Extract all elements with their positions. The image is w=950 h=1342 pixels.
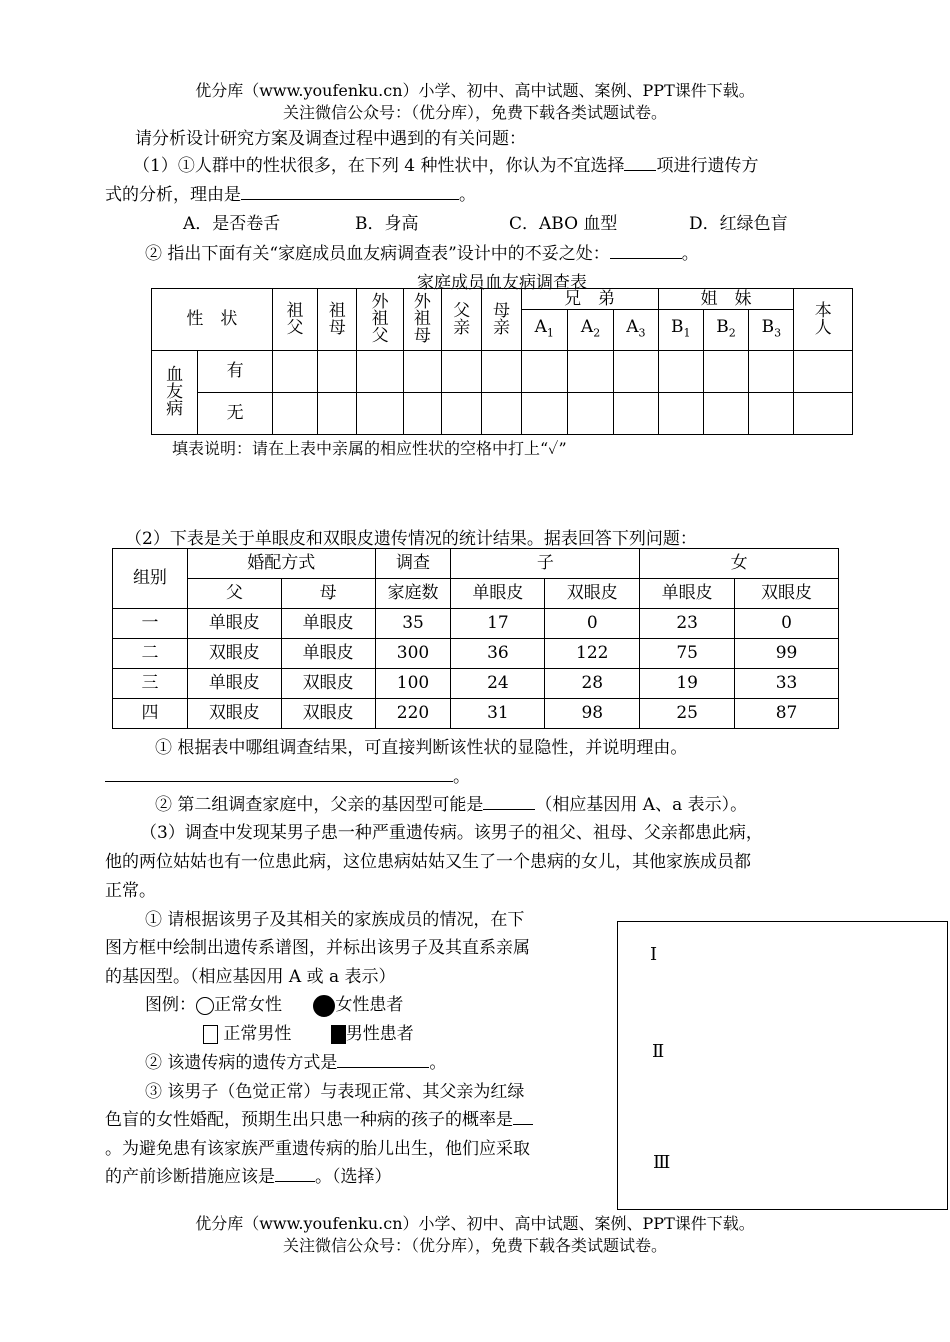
cell[interactable] (521, 393, 567, 435)
cell: 单眼皮 (281, 639, 375, 669)
cell: 25 (640, 699, 735, 729)
col-maternal-grandmother: 外祖母 (403, 289, 441, 351)
cell[interactable] (272, 393, 317, 435)
male-patient-square-icon (331, 1025, 346, 1044)
legend-normal-male: 正常男性 (223, 1024, 292, 1044)
q1-reason-blank[interactable] (241, 183, 459, 200)
cell[interactable] (794, 351, 853, 393)
table-row (113, 699, 839, 729)
q2-sub1-answer-line (105, 762, 470, 787)
q1-sub-2a: ② 指出下面有关“家庭成员血友病调查表”设计中的不妥之处： (145, 244, 610, 264)
table-row (113, 669, 839, 699)
q3-sub2-blank[interactable] (337, 1051, 429, 1068)
q2-sub-2b: （相应基因用 A、a 表示）。 (535, 795, 748, 815)
cell: 87 (735, 699, 839, 729)
q2-sub-2a: ② 第二组调查家庭中，父亲的基因型可能是 (155, 795, 484, 815)
q3-sub-2 (145, 1048, 446, 1073)
header-father: 父 (187, 579, 281, 609)
cell[interactable] (357, 393, 403, 435)
q1-option-c: C．ABO 血型 (509, 214, 618, 234)
cell: 双眼皮 (281, 699, 375, 729)
legend-male-patient: 男性患者 (345, 1024, 414, 1044)
q1-line-2b: 。 (459, 185, 476, 205)
col-self: 本人 (794, 289, 853, 351)
cell: 19 (640, 669, 735, 699)
q1-option-a: A．是否卷舌 (183, 214, 281, 234)
q1-sub-2b: 。 (681, 244, 699, 264)
q1-line-2a: 式的分析，理由是 (105, 185, 241, 205)
generation-3-label: Ⅲ (653, 1152, 671, 1173)
cell[interactable] (403, 393, 441, 435)
col-grandfather: 祖父 (272, 289, 317, 351)
q3-sub1-b: 图方框中绘制出遗传系谱图，并标出该男子及其直系亲属 (105, 938, 530, 958)
cell[interactable] (442, 351, 482, 393)
q2-sub1-blank[interactable] (105, 765, 453, 782)
q3-sub3-d: 的产前诊断措施应该是 (105, 1167, 275, 1187)
q3-sub3-b-line (105, 1105, 533, 1130)
header-son: 子 (451, 549, 640, 579)
cell[interactable] (567, 393, 613, 435)
q3-sub3-c: 。为避免患有该家族严重遗传病的胎儿出生，他们应采取 (105, 1139, 530, 1159)
generation-1-label: Ⅰ (650, 944, 658, 965)
cell: 98 (545, 699, 640, 729)
cell[interactable] (442, 393, 482, 435)
q1-line-1 (133, 151, 758, 176)
cell: 36 (451, 639, 545, 669)
table-row (113, 609, 839, 639)
female-patient-circle-icon (313, 995, 335, 1017)
header-line-2: 关注微信公众号：（优分库），免费下载各类试题试卷。 (282, 103, 667, 122)
cell: 31 (451, 699, 545, 729)
cell: 17 (451, 609, 545, 639)
col-b1: $B_1$ (658, 310, 703, 351)
cell[interactable] (794, 393, 853, 435)
cell: 33 (735, 669, 839, 699)
cell[interactable] (318, 393, 357, 435)
cell: 220 (375, 699, 451, 729)
cell[interactable] (482, 393, 521, 435)
cell: 四 (113, 699, 188, 729)
q3-sub-2a: ② 该遗传病的遗传方式是 (145, 1053, 338, 1073)
cell[interactable] (703, 393, 748, 435)
cell: 23 (640, 609, 735, 639)
col-a3: $A_3$ (614, 310, 658, 351)
cell[interactable] (567, 351, 613, 393)
q3-para-1: （3）调查中发现某男子患一种严重遗传病。该男子的祖父、祖母、父亲都患此病， (140, 823, 763, 843)
q2-sub-2 (155, 790, 747, 815)
q3-sub3-e: 。（选择） (315, 1167, 392, 1187)
q3-sub-2b: 。 (429, 1053, 447, 1073)
cell: 24 (451, 669, 545, 699)
q3-sub3-a: ③ 该男子（色觉正常）与表现正常、其父亲为红绿 (145, 1082, 525, 1102)
cell[interactable] (357, 351, 403, 393)
cell: 0 (545, 609, 640, 639)
cell[interactable] (658, 393, 703, 435)
header-son-double: 双眼皮 (545, 579, 640, 609)
q3-para-3: 正常。 (105, 881, 156, 901)
cell: 28 (545, 669, 640, 699)
cell[interactable] (482, 351, 521, 393)
q1-line-1a: （1）①人群中的性状很多，在下列 4 种性状中，你认为不宜选择 (133, 156, 625, 176)
col-father: 父亲 (442, 289, 482, 351)
cell: 300 (375, 639, 451, 669)
row-no: 无 (198, 393, 273, 435)
cell: 双眼皮 (187, 699, 281, 729)
legend-row-2 (203, 1019, 414, 1044)
cell: 0 (735, 609, 839, 639)
col-mother: 母亲 (482, 289, 521, 351)
cell: 单眼皮 (187, 609, 281, 639)
col-a2: $A_2$ (567, 310, 613, 351)
cell: 三 (113, 669, 188, 699)
q2-sub-1: ① 根据表中哪组调查结果，可直接判断该性状的显隐性，并说明理由。 (155, 738, 688, 758)
q1-sub-2 (145, 239, 699, 264)
header-families: 家庭数 (375, 579, 451, 609)
cell: 双眼皮 (187, 639, 281, 669)
legend-normal-female: 正常女性 (214, 995, 282, 1015)
intro-text: 请分析设计研究方案及调查过程中遇到的有关问题： (135, 129, 526, 149)
generation-2-label: Ⅱ (652, 1041, 665, 1062)
cell: 双眼皮 (281, 669, 375, 699)
normal-male-square-icon (203, 1025, 218, 1044)
header-daughter-single: 单眼皮 (640, 579, 735, 609)
header-line-1: 优分库（www.youfenku.cn）小学、初中、高中试题、案例、PPT课件下载。 (195, 81, 755, 100)
col-maternal-grandfather: 外祖父 (357, 289, 403, 351)
pedigree-drawing-box[interactable] (617, 921, 948, 1210)
q3-sub3-blank-2[interactable] (275, 1165, 315, 1182)
cell[interactable] (318, 351, 357, 393)
header-survey: 调查 (375, 549, 451, 579)
cell[interactable] (521, 351, 567, 393)
cell[interactable] (749, 351, 794, 393)
col-grandmother: 祖母 (318, 289, 357, 351)
cell[interactable] (272, 351, 317, 393)
hemo-table-note: 填表说明：请在上表中亲属的相应性状的空格中打上“✓” (172, 439, 567, 458)
cell[interactable] (403, 351, 441, 393)
legend-row-1 (145, 990, 403, 1017)
q1-option-b: B．身高 (355, 214, 419, 234)
q1-option-d: D．红绿色盲 (689, 214, 788, 234)
cell: 单眼皮 (281, 609, 375, 639)
cell[interactable] (614, 393, 658, 435)
col-a1: $A_1$ (521, 310, 567, 351)
q3-sub3-blank-1[interactable] (513, 1108, 533, 1125)
cell[interactable] (658, 351, 703, 393)
header-mother: 母 (281, 579, 375, 609)
legend-label: 图例： (145, 995, 196, 1015)
legend-female-patient: 女性患者 (335, 995, 404, 1015)
hemo-table-title: 家庭成员血友病调查表 (417, 273, 587, 293)
cell: 二 (113, 639, 188, 669)
header-mating: 婚配方式 (187, 549, 375, 579)
cell: 100 (375, 669, 451, 699)
q1-sub2-blank[interactable] (610, 242, 682, 259)
header-daughter-double: 双眼皮 (735, 579, 839, 609)
hemophilia-survey-table (151, 288, 853, 435)
header-group: 组别 (113, 549, 188, 609)
table-row (113, 639, 839, 669)
header-daughter: 女 (640, 549, 839, 579)
q1-blank-1[interactable] (624, 154, 656, 171)
header-son-single: 单眼皮 (451, 579, 545, 609)
footer-line-2: 关注微信公众号：（优分库），免费下载各类试题试卷。 (282, 1236, 667, 1255)
trait-header: 性 状 (152, 289, 273, 351)
q2-sub2-blank[interactable] (483, 793, 535, 810)
normal-female-circle-icon (196, 997, 214, 1015)
q1-line-1b: 项进行遗传方 (656, 156, 759, 176)
cell: 122 (545, 639, 640, 669)
q3-para-2: 他的两位姑姑也有一位患此病，这位患病姑姑又生了一个患病的女儿，其他家族成员都 (105, 852, 751, 872)
q3-sub1-a: ① 请根据该男子及其相关的家族成员的情况，在下 (145, 910, 525, 930)
footer-line-1: 优分库（www.youfenku.cn）小学、初中、高中试题、案例、PPT课件下载。 (195, 1214, 755, 1233)
col-sisters: 姐 妹 (658, 289, 794, 310)
q3-sub3-d-line (105, 1162, 392, 1187)
eyelid-stats-table (112, 548, 839, 729)
q1-line-2 (105, 180, 476, 205)
cell[interactable] (703, 351, 748, 393)
cell: 99 (735, 639, 839, 669)
cell: 75 (640, 639, 735, 669)
col-brothers: 兄 弟 (521, 289, 658, 310)
q2-intro: （2）下表是关于单眼皮和双眼皮遗传情况的统计结果。据表回答下列问题： (125, 529, 697, 549)
q3-sub1-c: 的基因型。（相应基因用 A 或 a 表示） (105, 967, 396, 987)
cell: 35 (375, 609, 451, 639)
row-group-hemophilia: 血友病 (152, 351, 198, 435)
q2-sub1-end: 。 (453, 767, 470, 787)
cell: 单眼皮 (187, 669, 281, 699)
col-b3: $B_3$ (749, 310, 794, 351)
cell[interactable] (614, 351, 658, 393)
cell: 一 (113, 609, 188, 639)
q3-sub3-b: 色盲的女性婚配，预期生出只患一种病的孩子的概率是 (105, 1110, 513, 1130)
col-b2: $B_2$ (703, 310, 748, 351)
cell[interactable] (749, 393, 794, 435)
row-yes: 有 (198, 351, 273, 393)
